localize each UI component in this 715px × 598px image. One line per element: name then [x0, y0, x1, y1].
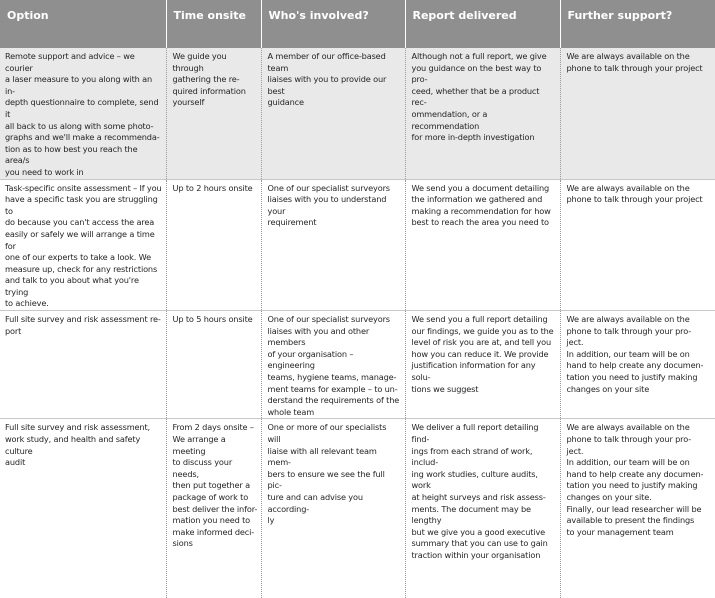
cell-report-delivered: We send you a full report detailing our findings, we guide you as to the level of risk you are at, and tell you how you can reduce it. We provide justification information for any solu- tions we suggest	[405, 311, 560, 419]
table-row	[0, 419, 715, 598]
header-further-support: Further support?	[560, 0, 715, 48]
cell-whos-involved: One of our specialist surveyors liaises with you to understand your requirement	[261, 179, 405, 311]
cell-further-support: We are always available on the phone to talk through your pro- ject. In addition, our team will be on hand to help create any documen- tation you need to justify making changes on your site. Finally, our lead researcher will be available to present the findings to your management team	[560, 419, 715, 598]
header-option: Option	[0, 0, 166, 48]
cell-further-support: We are always available on the phone to talk through your project	[560, 179, 715, 311]
cell-option: Full site survey and risk assessment re- port	[0, 311, 166, 419]
cell-time-onsite: From 2 days onsite – We arrange a meeting to discuss your needs, then put together a package of work to best deliver the infor- mation you need to make informed deci- sions	[166, 419, 261, 598]
cell-further-support: We are always available on the phone to talk through your project	[560, 48, 715, 179]
cell-option: Task-specific onsite assessment – If you have a specific task you are struggling to do because you can't access the area easily or safely we will arrange a time for one of our experts to take a look. We measure up, check for any restrictions and talk to you about what you're trying to achieve.	[0, 179, 166, 311]
cell-report-delivered: We deliver a full report detailing find- ings from each strand of work, includ- ing work studies, culture audits, work at height surveys and risk assess- ments. The document may be lengthy but we give you a good executive summary that you can use to gain traction within your organisation	[405, 419, 560, 598]
header-report-delivered: Report delivered	[405, 0, 560, 48]
header-time-onsite: Time onsite	[166, 0, 261, 48]
cell-option: Full site survey and risk assessment, work study, and health and safety culture audit	[0, 419, 166, 598]
cell-time-onsite: Up to 5 hours onsite	[166, 311, 261, 419]
cell-report-delivered: We send you a document detailing the information we gathered and making a recommendation for how best to reach the area you need to	[405, 179, 560, 311]
cell-whos-involved: One of our specialist surveyors liaises with you and other members of your organisation – engineering teams, hygiene teams, manage- ment teams for example – to un- derstand the requirements of the whole team	[261, 311, 405, 419]
table-row	[0, 311, 715, 419]
header-row	[0, 0, 715, 48]
cell-time-onsite: Up to 2 hours onsite	[166, 179, 261, 311]
cell-report-delivered: Although not a full report, we give you guidance on the best way to pro- ceed, whether that be a product rec- ommendation, or a recommendation for more in-depth investigation	[405, 48, 560, 179]
cell-time-onsite: We guide you through gathering the re- quired information yourself	[166, 48, 261, 179]
cell-option: Remote support and advice – we courier a laser measure to you along with an in- depth questionnaire to complete, send it all back to us along with some photo- graphs and we'll make a recommenda- tion as to how best you reach the area/s you need to work in	[0, 48, 166, 179]
cell-whos-involved: One or more of our specialists will liaise with all relevant team mem- bers to ensure we see the full pic- ture and can advise you according- ly	[261, 419, 405, 598]
cell-whos-involved: A member of our office-based team liaises with you to provide our best guidance	[261, 48, 405, 179]
table-row	[0, 179, 715, 311]
header-whos-involved: Who's involved?	[261, 0, 405, 48]
cell-further-support: We are always available on the phone to talk through your pro- ject. In addition, our team will be on hand to help create any documen- tation you need to justify making changes on your site	[560, 311, 715, 419]
table-row	[0, 48, 715, 179]
